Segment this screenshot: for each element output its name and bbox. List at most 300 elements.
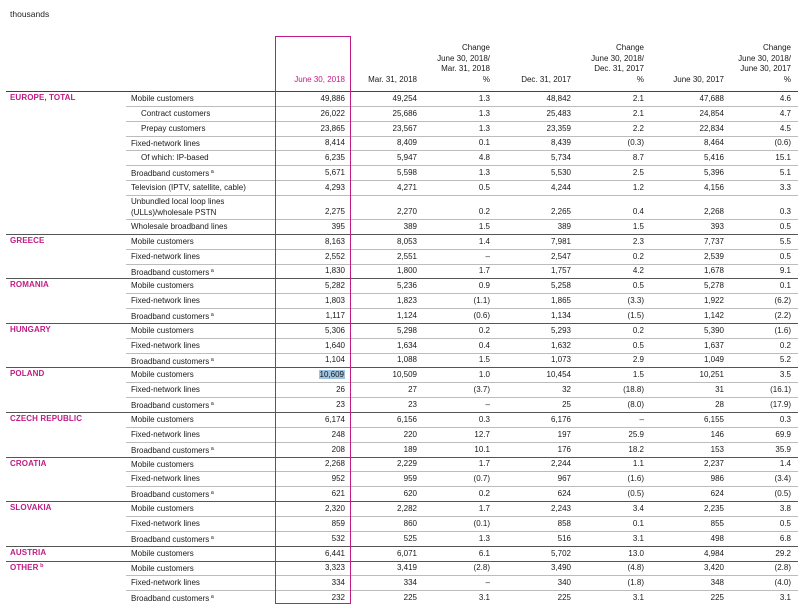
cell-col-5: 0.1: [632, 518, 644, 528]
cell-col-4: 5,702: [550, 548, 571, 558]
region-label: CROATIA: [10, 458, 47, 468]
cell-col-1: 6,441: [324, 548, 345, 558]
cell-col-3: 1.7: [478, 266, 490, 276]
cell-col-4: 340: [557, 578, 571, 588]
cell-col-4: 6,176: [550, 414, 571, 424]
cell-col-7: 4.5: [779, 123, 791, 133]
cell-col-4: 389: [557, 221, 571, 231]
cell-col-4: 225: [557, 593, 571, 603]
cell-col-7: (16.1): [770, 385, 791, 395]
row-divider: [126, 427, 798, 428]
cell-col-6: 2,235: [703, 503, 724, 513]
cell-col-5: –: [639, 414, 644, 424]
cell-col-3: 3.1: [478, 593, 490, 603]
cell-col-6: 31: [715, 385, 724, 395]
row-divider: [126, 293, 798, 294]
cell-col-6: 225: [710, 593, 724, 603]
cell-col-2: 8,409: [396, 138, 417, 148]
cell-col-3: 1.5: [478, 221, 490, 231]
row-divider: [126, 382, 798, 383]
cell-col-3: 1.3: [478, 108, 490, 118]
cell-col-4: 967: [557, 474, 571, 484]
cell-col-2: 389: [403, 221, 417, 231]
cell-col-7: (6.2): [774, 296, 791, 306]
cell-col-4: 5,293: [550, 325, 571, 335]
cell-col-4: 5,258: [550, 281, 571, 291]
cell-col-3: (1.1): [473, 296, 490, 306]
cell-col-5: (18.8): [623, 385, 644, 395]
cell-col-6: 5,390: [703, 325, 724, 335]
column-header-7: Change June 30, 2018/ June 30, 2017 %: [738, 43, 791, 84]
cell-col-4: 1,134: [550, 310, 571, 320]
row-divider: [126, 165, 798, 166]
group-divider: [6, 561, 798, 562]
region-label: SLOVAKIA: [10, 503, 52, 513]
cell-col-2: 1,823: [396, 296, 417, 306]
cell-col-6: 5,278: [703, 281, 724, 291]
row-label: Mobile customers: [131, 563, 194, 573]
cell-col-7: 0.5: [779, 518, 791, 528]
cell-col-2: 1,124: [396, 310, 417, 320]
cell-col-3: 1.7: [478, 459, 490, 469]
row-label: Fixed-network lines: [131, 251, 200, 261]
cell-col-7: 9.1: [779, 266, 791, 276]
cell-col-5: 1.5: [632, 370, 644, 380]
cell-col-6: 986: [710, 474, 724, 484]
row-label: Broadband customers $^a$: [131, 401, 214, 411]
row-label: Broadband customers $^a$: [131, 445, 214, 455]
cell-col-7: 0.5: [779, 251, 791, 261]
row-label: Fixed-network lines: [131, 474, 200, 484]
group-divider: [6, 501, 798, 502]
row-label: Mobile customers: [131, 415, 194, 424]
cell-col-5: 4.2: [632, 266, 644, 276]
cell-col-3: 0.5: [478, 182, 490, 192]
cell-col-2: 3,419: [396, 563, 417, 573]
cell-col-6: 4,156: [703, 182, 724, 192]
cell-col-7: 0.5: [779, 221, 791, 231]
row-label: Mobile customers: [131, 94, 194, 103]
row-label: Mobile customers: [131, 548, 194, 558]
cell-col-3: 1.7: [478, 503, 490, 513]
cell-col-7: 3.1: [779, 593, 791, 603]
cell-col-2: 1,088: [396, 355, 417, 365]
cell-col-3: 0.2: [478, 489, 490, 499]
cell-col-6: 6,155: [703, 414, 724, 424]
row-label: Wholesale broadband lines: [131, 221, 228, 231]
cell-col-2: 2,551: [396, 251, 417, 261]
cell-col-3: 1.3: [478, 168, 490, 178]
row-label: Broadband customers $^a$: [131, 534, 214, 544]
cell-col-6: 3,420: [703, 563, 724, 573]
row-label: Mobile customers: [131, 459, 194, 469]
cell-col-3: 0.2: [478, 206, 490, 216]
cell-col-5: 0.2: [632, 251, 644, 261]
row-divider: [126, 516, 798, 517]
cell-col-4: 2,547: [550, 251, 571, 261]
row-label: Mobile customers: [131, 281, 194, 291]
cell-col-7: (4.0): [774, 578, 791, 588]
cell-col-7: (2.2): [774, 310, 791, 320]
cell-col-1: 248: [331, 429, 345, 439]
cell-col-7: 69.9: [775, 429, 791, 439]
row-divider: [126, 195, 798, 196]
cell-col-3: 1.3: [478, 93, 490, 103]
cell-col-5: (1.6): [627, 474, 644, 484]
cell-col-7: 3.5: [779, 370, 791, 380]
cell-col-3: 12.7: [474, 429, 490, 439]
region-label: EUROPE, TOTAL: [10, 93, 76, 102]
footnote-marker: b: [38, 562, 44, 569]
cell-col-5: 3.1: [632, 533, 644, 543]
cell-col-1: 5,306: [324, 325, 345, 335]
row-label: Fixed-network lines: [131, 578, 200, 588]
cell-col-4: 2,244: [550, 459, 571, 469]
column-header-5: Change June 30, 2018/ Dec. 31, 2017 %: [591, 43, 644, 84]
group-divider: [6, 412, 798, 413]
cell-col-4: 3,490: [550, 563, 571, 573]
cell-col-1: 859: [331, 518, 345, 528]
cell-col-2: 6,071: [396, 548, 417, 558]
cell-col-5: 18.2: [628, 444, 644, 454]
cell-col-5: 25.9: [628, 429, 644, 439]
row-divider: [126, 121, 798, 122]
cell-col-5: 0.4: [632, 206, 644, 216]
cell-col-6: 2,268: [703, 206, 724, 216]
cell-col-5: 2.2: [632, 123, 644, 133]
cell-col-1: 334: [331, 578, 345, 588]
cell-col-1: 1,117: [325, 310, 345, 320]
group-divider: [6, 278, 798, 279]
row-label: Fixed-network lines: [131, 296, 200, 306]
cell-col-1: 23: [336, 400, 345, 409]
row-divider: [126, 575, 798, 576]
cell-col-4: 7,981: [550, 236, 571, 246]
cell-col-3: 4.8: [478, 153, 490, 163]
cell-col-4: 624: [557, 489, 571, 499]
cell-col-2: 23: [408, 400, 417, 409]
cell-col-1: 621: [331, 489, 345, 499]
cell-col-7: 15.1: [775, 153, 791, 163]
column-header-6: June 30, 2017: [673, 74, 724, 84]
row-label: Fixed-network lines: [131, 138, 200, 148]
row-divider: [126, 486, 798, 487]
cell-col-7: 0.2: [779, 340, 791, 350]
cell-col-3: –: [485, 400, 490, 409]
cell-col-5: 1.1: [632, 459, 644, 469]
cell-col-2: 8,053: [396, 236, 417, 246]
row-label: Broadband customers $^a$: [131, 169, 214, 179]
cell-col-1: 1,830: [324, 266, 345, 276]
unit-label: thousands: [10, 9, 50, 19]
cell-col-6: 47,688: [699, 93, 724, 103]
row-label: Mobile customers: [131, 504, 194, 514]
footnote-marker: a: [209, 534, 214, 541]
cell-col-1: 8,414: [324, 138, 345, 148]
group-divider: [6, 546, 798, 547]
cell-col-2: 23,567: [392, 123, 417, 133]
cell-col-6: 2,237: [703, 459, 724, 469]
cell-col-4: 2,243: [550, 503, 571, 513]
cell-col-6: 8,464: [703, 138, 724, 148]
cell-col-7: 0.1: [779, 281, 791, 291]
cell-col-4: 10,454: [546, 370, 571, 380]
cell-col-6: 5,416: [703, 153, 724, 163]
row-label: Television (IPTV, satellite, cable): [131, 183, 246, 193]
cell-col-2: 334: [403, 578, 417, 588]
region-label: HUNGARY: [10, 324, 51, 334]
cell-col-4: 1,757: [550, 266, 571, 276]
cell-col-1: 26: [336, 385, 345, 395]
cell-col-2: 5,236: [396, 281, 417, 291]
cell-col-7: 29.2: [775, 548, 791, 558]
cell-col-6: 498: [710, 533, 724, 543]
cell-col-5: 1.5: [632, 221, 644, 231]
row-label: Of which: IP-based: [141, 153, 209, 163]
cell-col-1: 8,163: [324, 236, 345, 246]
cell-col-6: 1,049: [703, 355, 724, 365]
cell-col-7: 3.3: [779, 182, 791, 192]
cell-col-7: 35.9: [775, 444, 791, 454]
cell-col-7: (0.5): [774, 489, 791, 499]
cell-col-3: 0.9: [478, 281, 490, 291]
cell-col-6: 146: [710, 429, 724, 439]
cell-col-5: 2.9: [632, 355, 644, 365]
cell-col-1: 532: [331, 533, 345, 543]
cell-col-2: 49,254: [392, 93, 417, 103]
header-rule: [6, 91, 798, 92]
cell-col-2: 959: [403, 474, 417, 484]
cell-col-2: 5,298: [396, 325, 417, 335]
cell-col-1[interactable]: 10,609: [319, 370, 344, 380]
cell-col-3: (0.6): [473, 310, 490, 320]
cell-col-5: 13.0: [628, 548, 644, 558]
column-header-2: Mar. 31, 2018: [368, 74, 417, 84]
cell-col-1: 2,275: [324, 206, 345, 216]
cell-col-5: 0.5: [632, 281, 644, 291]
cell-col-3: 1.3: [478, 123, 490, 133]
row-label: Mobile customers: [131, 325, 194, 335]
region-label: POLAND: [10, 369, 45, 379]
column-header-4: Dec. 31, 2017: [521, 74, 571, 84]
cell-col-2: 220: [403, 429, 417, 439]
cell-col-1: 2,320: [324, 503, 345, 513]
cell-col-1: 6,235: [324, 153, 345, 163]
cell-col-7: 0.3: [779, 414, 791, 424]
cell-col-1: 3,323: [324, 563, 345, 573]
cell-col-7: 0.3: [779, 206, 791, 216]
cell-col-7: 5.5: [779, 236, 791, 246]
footnote-marker: a: [209, 312, 214, 319]
row-label: Fixed-network lines: [131, 340, 200, 350]
cell-col-3: 0.4: [478, 340, 490, 350]
cell-col-4: 1,632: [550, 340, 571, 350]
cell-col-2: 525: [403, 533, 417, 543]
region-label: ROMANIA: [10, 280, 49, 290]
cell-col-5: (1.8): [627, 578, 644, 588]
cell-col-5: (1.5): [627, 310, 644, 320]
cell-col-1: 26,022: [320, 108, 345, 118]
cell-col-5: 2.1: [632, 108, 644, 118]
column-header-1: June 30, 2018: [294, 74, 345, 84]
row-divider: [126, 264, 798, 265]
cell-col-7: 4.6: [779, 93, 791, 103]
row-label: Mobile customers: [131, 236, 194, 246]
group-divider: [6, 367, 798, 368]
cell-col-5: 1.2: [632, 182, 644, 192]
cell-col-4: 32: [562, 385, 571, 395]
row-label: Broadband customers $^a$: [131, 594, 214, 604]
cell-col-1: 2,268: [324, 459, 345, 469]
cell-col-7: 3.8: [779, 503, 791, 513]
cell-col-4: 516: [557, 533, 571, 543]
footnote-marker: a: [209, 445, 214, 452]
cell-col-5: 3.4: [632, 503, 644, 513]
row-divider: [126, 353, 798, 354]
footnote-marker: a: [209, 490, 214, 497]
cell-col-2: 620: [403, 489, 417, 499]
cell-col-1: 49,886: [320, 93, 345, 103]
cell-col-3: 0.1: [478, 138, 490, 148]
cell-col-4: 25: [562, 400, 571, 409]
cell-col-2: 10,509: [392, 370, 417, 380]
cell-col-7: (3.4): [774, 474, 791, 484]
cell-col-3: 0.2: [478, 325, 490, 335]
cell-col-5: (4.8): [627, 563, 644, 573]
cell-col-1: 952: [331, 474, 345, 484]
cell-col-5: (0.3): [627, 138, 644, 148]
row-label: Unbundled local loop lines (ULLs)/wholesale PSTN: [131, 196, 225, 217]
cell-col-6: 1,922: [703, 296, 724, 306]
cell-col-4: 23,359: [546, 123, 571, 133]
row-label: Broadband customers $^a$: [131, 356, 214, 366]
cell-col-4: 1,073: [550, 355, 571, 365]
row-divider: [126, 397, 798, 398]
region-label: CZECH REPUBLIC: [10, 414, 83, 423]
row-label: Broadband customers $^a$: [131, 312, 214, 322]
cell-col-7: 5.1: [779, 168, 791, 178]
row-divider: [126, 531, 798, 532]
cell-col-6: 855: [710, 518, 724, 528]
row-label: Contract customers: [141, 108, 211, 118]
cell-col-7: 6.8: [779, 533, 791, 543]
cell-col-3: 1.3: [478, 533, 490, 543]
cell-col-7: (2.8): [774, 563, 791, 573]
cell-col-1: 1,640: [324, 340, 345, 350]
cell-col-5: (8.0): [627, 400, 644, 409]
cell-col-1: 6,174: [324, 414, 345, 424]
cell-col-1: 1,803: [324, 296, 345, 306]
cell-col-5: (3.3): [627, 296, 644, 306]
footnote-marker: a: [209, 356, 214, 363]
cell-col-1: 1,104: [324, 355, 345, 365]
column-header-3: Change June 30, 2018/ Mar. 31, 2018 %: [437, 43, 490, 84]
cell-col-1: 395: [331, 221, 345, 231]
cell-col-6: 153: [710, 444, 724, 454]
cell-col-2: 1,800: [396, 266, 417, 276]
cell-col-7: 4.7: [779, 108, 791, 118]
cell-col-3: (2.8): [473, 563, 490, 573]
cell-col-6: 1,637: [703, 340, 724, 350]
cell-col-7: 1.4: [779, 459, 791, 469]
cell-col-6: 624: [710, 489, 724, 499]
cell-col-1: 23,865: [320, 123, 345, 133]
cell-col-6: 28: [715, 400, 724, 409]
cell-col-2: 4,271: [396, 182, 417, 192]
row-label: Broadband customers $^a$: [131, 267, 214, 277]
row-divider: [126, 338, 798, 339]
row-label: Fixed-network lines: [131, 518, 200, 528]
cell-col-7: (1.6): [774, 325, 791, 335]
row-divider: [126, 471, 798, 472]
cell-col-4: 8,439: [550, 138, 571, 148]
cell-col-6: 7,737: [703, 236, 724, 246]
cell-col-2: 2,282: [396, 503, 417, 513]
cell-col-3: 10.1: [474, 444, 490, 454]
row-divider: [126, 219, 798, 220]
cell-col-2: 2,270: [396, 206, 417, 216]
cell-col-4: 197: [557, 429, 571, 439]
cell-col-3: –: [485, 578, 490, 588]
cell-col-2: 225: [403, 593, 417, 603]
row-divider: [126, 442, 798, 443]
row-label: Broadband customers $^a$: [131, 490, 214, 500]
row-divider: [126, 249, 798, 250]
cell-col-6: 393: [710, 221, 724, 231]
row-divider: [126, 308, 798, 309]
cell-col-7: (0.6): [774, 138, 791, 148]
cell-col-5: 2.1: [632, 93, 644, 103]
cell-col-3: (0.7): [473, 474, 490, 484]
cell-col-1: 5,671: [324, 168, 345, 178]
cell-col-5: 2.3: [632, 236, 644, 246]
cell-col-5: 0.2: [632, 325, 644, 335]
cell-col-6: 348: [710, 578, 724, 588]
cell-col-2: 860: [403, 518, 417, 528]
cell-col-2: 5,598: [396, 168, 417, 178]
footnote-marker: a: [209, 594, 214, 601]
cell-col-3: (3.7): [473, 385, 490, 395]
row-divider: [126, 136, 798, 137]
cell-col-5: 0.5: [632, 340, 644, 350]
cell-col-6: 1,678: [703, 266, 724, 276]
cell-col-1: 4,293: [324, 182, 345, 192]
cell-col-6: 4,984: [703, 548, 724, 558]
cell-col-4: 48,842: [546, 93, 571, 103]
cell-col-4: 5,530: [550, 168, 571, 178]
row-divider: [126, 150, 798, 151]
cell-col-5: 2.5: [632, 168, 644, 178]
cell-col-3: 1.0: [478, 370, 490, 380]
cell-col-1: 208: [331, 444, 345, 454]
cell-col-3: 6.1: [478, 548, 490, 558]
cell-col-6: 10,251: [699, 370, 724, 380]
cell-col-4: 176: [557, 444, 571, 454]
row-label: Fixed-network lines: [131, 385, 200, 395]
group-divider: [6, 323, 798, 324]
cell-col-1: 2,552: [324, 251, 345, 261]
cell-col-5: 3.1: [632, 593, 644, 603]
cell-col-6: 2,539: [703, 251, 724, 261]
cell-col-2: 1,634: [396, 340, 417, 350]
row-label: Mobile customers: [131, 370, 194, 380]
cell-col-1: 5,282: [324, 281, 345, 291]
cell-col-6: 22,834: [699, 123, 724, 133]
cell-col-5: (0.5): [627, 489, 644, 499]
cell-col-5: 8.7: [632, 153, 644, 163]
row-label: Prepay customers: [141, 123, 206, 133]
cell-col-4: 1,865: [550, 296, 571, 306]
